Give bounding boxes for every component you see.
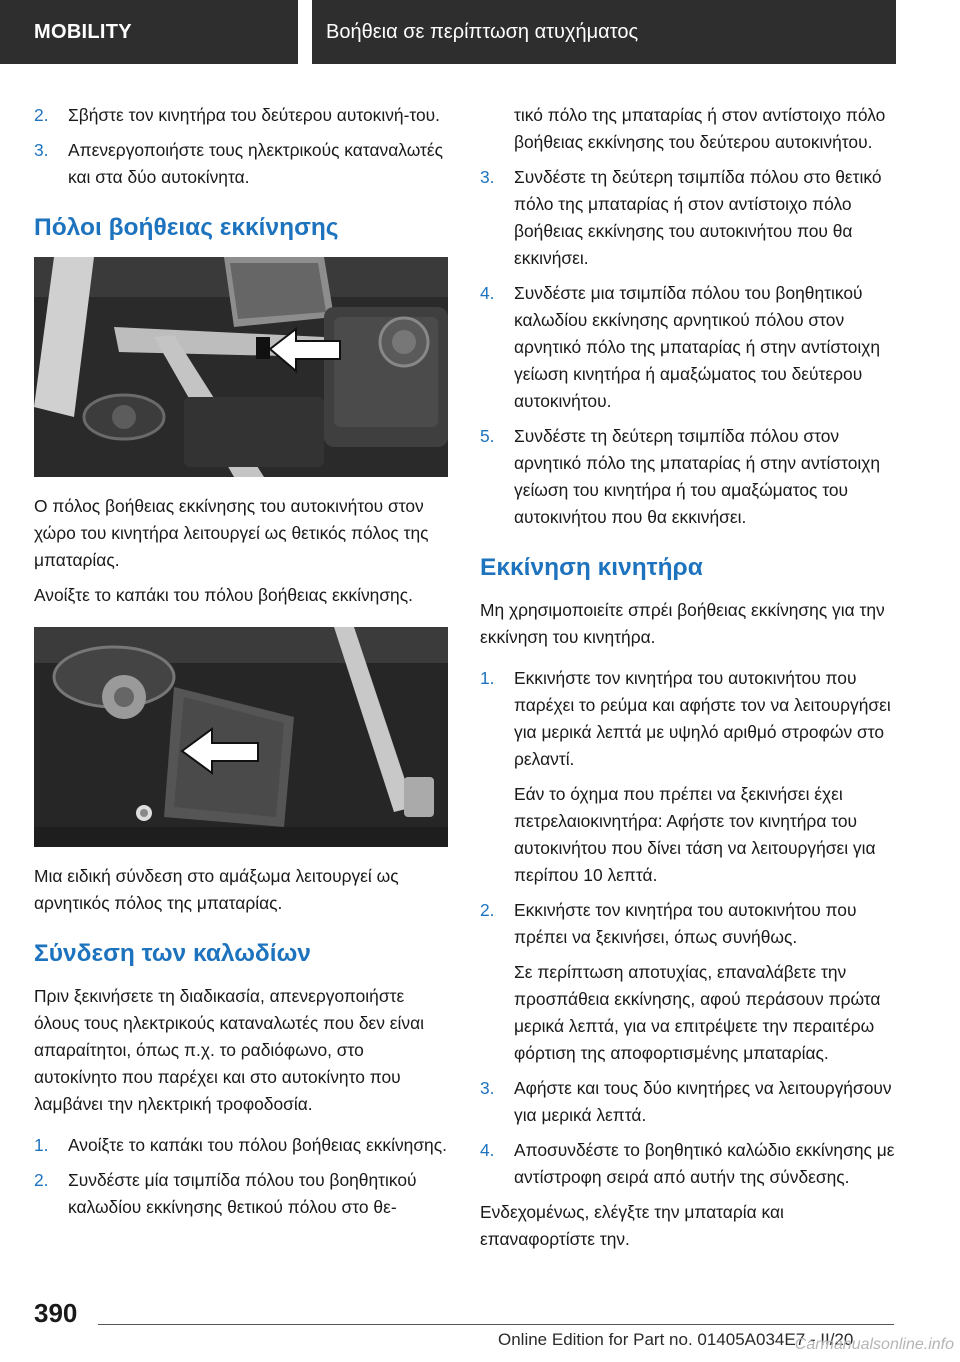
footer-divider: [98, 1324, 894, 1325]
list-item: [480, 1137, 896, 1191]
list-item: [480, 1075, 896, 1129]
list-number: 1.: [480, 668, 495, 688]
list-text: Απενεργοποιήστε τους ηλεκτρικούς καταναλωτές και στα δύο αυτοκίνητα.: [68, 140, 444, 187]
list-item: [34, 102, 450, 129]
engine-bay-photo-positive-terminal: [34, 257, 448, 477]
list-item: [480, 280, 896, 415]
paragraph-no-spray: Μη χρησιμοποιείτε σπρέι βοήθειας εκκίνησης για την εκκίνηση του κινητήρα.: [480, 600, 885, 647]
list-text: Αφήστε και τους δύο κινητήρες να λειτουργήσουν για μερικά λεπτά.: [514, 1078, 892, 1125]
list-number: 4.: [480, 1140, 495, 1160]
list-item: [480, 164, 896, 272]
list-number: 2.: [480, 900, 495, 920]
list-number: 1.: [34, 1135, 49, 1155]
list-item: [480, 665, 896, 773]
list-text: Εκκινήστε τον κινητήρα του αυτοκινήτου που παρέχει το ρεύμα και αφήστε τον να λειτουργήσει για μερικά λεπτά με υψηλό αριθμό στροφών στο ρελαντί.: [514, 668, 891, 769]
list-subparagraph: Σε περίπτωση αποτυχίας, επαναλάβετε την προσπάθεια εκκίνησης, αφού περάσουν πρώτα μερικά λεπτά, για να επιτρέψετε την περαιτέρω φόρτιση της αποφορτισμένης μπαταρίας.: [514, 962, 881, 1063]
paragraph-before-start: Πριν ξεκινήσετε τη διαδικασία, απενεργοποιήστε όλους τους ηλεκτρικούς καταναλωτές που δεν είναι απαραίτητοι, όπως π.χ. το ραδιόφωνο, στο αυτοκίνητο που παρέχει και στο αυτοκίνητο που λαμβάνει την ηλεκτρική τροφοδοσία.: [34, 986, 425, 1114]
paragraph-open-cover: Ανοίξτε το καπάκι του πόλου βοήθειας εκκίνησης.: [34, 585, 413, 605]
list-number: 3.: [480, 1078, 495, 1098]
watermark: Carmanualsonline.info: [794, 1336, 954, 1353]
list-text: Συνδέστε τη δεύτερη τσιμπίδα πόλου στο θετικό πόλο της μπαταρίας ή στον αντίστοιχο πόλο βοήθειας εκκίνησης του αυτοκινήτου που θα εκκινήσει.: [514, 167, 882, 268]
heading-engine-start: Εκκίνηση κινητήρα: [480, 554, 703, 581]
list-number: 3.: [480, 167, 495, 187]
list-text: Ανοίξτε το καπάκι του πόλου βοήθειας εκκίνησης.: [68, 1135, 447, 1155]
right-column: [480, 102, 896, 1261]
list-text: Εκκινήστε τον κινητήρα του αυτοκινήτου που πρέπει να ξεκινήσει, όπως συνήθως.: [514, 900, 857, 947]
section-tab: MOBILITY: [0, 0, 298, 64]
engine-bay-photo-ground-point: [34, 627, 448, 847]
list-item: [34, 137, 450, 191]
left-column: [34, 102, 450, 1229]
paragraph-check-battery: Ενδεχομένως, ελέγξτε την μπαταρία και επαναφορτίστε την.: [480, 1202, 784, 1249]
list-text: Σβήστε τον κινητήρα του δεύτερου αυτοκινή-του.: [68, 105, 441, 125]
list-text: Συνδέστε μια τσιμπίδα πόλου του βοηθητικού καλωδίου εκκίνησης αρνητικού πόλου στον αρνητικό πόλο της μπαταρίας ή στην αντίστοιχη γείωση κινητήρα ή αμαξώματος του δεύτερου αυτοκινήτου.: [514, 283, 881, 411]
heading-connect-cables: Σύνδεση των καλωδίων: [34, 940, 311, 967]
list-number: 3.: [34, 140, 49, 160]
page-number: 390: [34, 1298, 78, 1328]
list-item: [480, 897, 896, 951]
list-continuation: τικό πόλο της μπαταρίας ή στον αντίστοιχο πόλο βοήθειας εκκίνησης του δεύτερου αυτοκινήτου.: [514, 105, 886, 152]
list-item: [34, 1167, 450, 1221]
list-number: 4.: [480, 283, 495, 303]
list-item: [480, 423, 896, 531]
list-number: 5.: [480, 426, 495, 446]
list-text: Συνδέστε μία τσιμπίδα πόλου του βοηθητικού καλωδίου εκκίνησης θετικού πόλου στο θε-: [68, 1170, 417, 1217]
paragraph-positive-terminal: Ο πόλος βοήθειας εκκίνησης του αυτοκινήτου στον χώρο του κινητήρα λειτουργεί ως θετικός πόλος της μπαταρίας.: [34, 496, 429, 570]
list-number: 2.: [34, 105, 49, 125]
list-item: [34, 1132, 450, 1159]
list-text: Συνδέστε τη δεύτερη τσιμπίδα πόλου στον αρνητικό πόλο της μπαταρίας ή στην αντίστοιχη γείωση του κινητήρα ή του αμαξώματος του αυτοκινήτου που θα εκκινήσει.: [514, 426, 881, 527]
list-text: Αποσυνδέστε το βοηθητικό καλώδιο εκκίνησης με αντίστροφη σειρά από αυτήν της σύνδεσης.: [514, 1140, 895, 1187]
paragraph-negative-ground: Μια ειδική σύνδεση στο αμάξωμα λειτουργεί ως αρνητικός πόλος της μπαταρίας.: [34, 866, 399, 913]
chapter-title: Βοήθεια σε περίπτωση ατυχήματος: [312, 0, 896, 64]
page-header: [0, 0, 960, 64]
list-number: 2.: [34, 1170, 49, 1190]
edition-note: Online Edition for Part no. 01405A034E7 - II/20: [498, 1330, 854, 1349]
heading-jump-start-terminals: Πόλοι βοήθειας εκκίνησης: [34, 214, 339, 241]
list-subparagraph: Εάν το όχημα που πρέπει να ξεκινήσει έχει πετρελαιοκινητήρα: Αφήστε τον κινητήρα του αυτοκινήτου που δίνει τάση να λειτουργήσει για περίπου 10 λεπτά.: [514, 784, 876, 885]
